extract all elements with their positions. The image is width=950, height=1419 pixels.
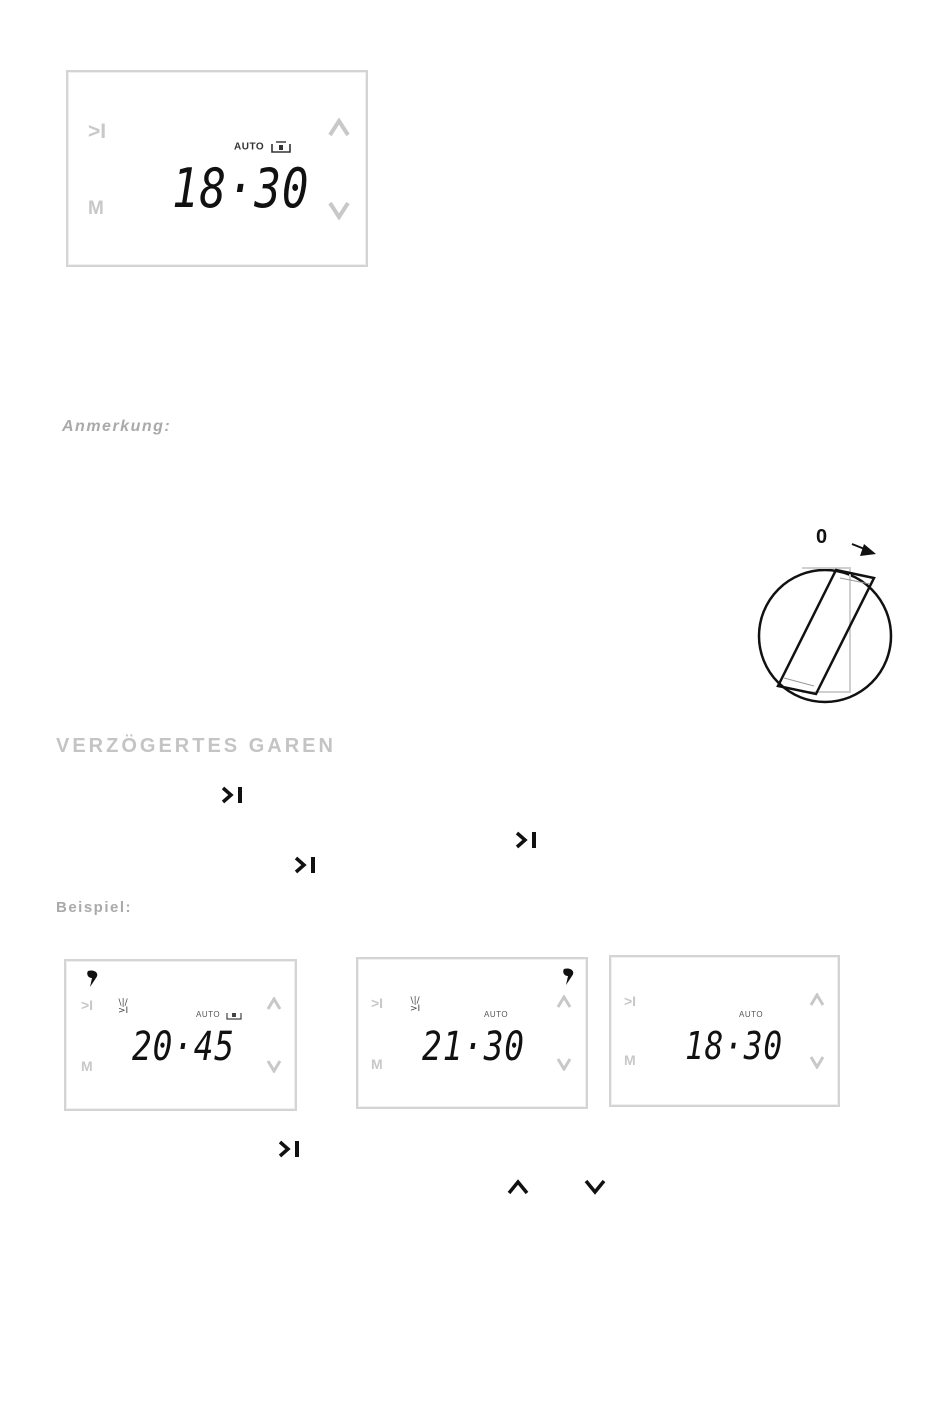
delay-indicator-bottom: >I [410,1004,421,1014]
up-arrow-button[interactable] [328,118,350,143]
rotate-arrow-icon [850,540,880,560]
section-heading: VERZÖGERTES GAREN [56,735,336,757]
knob-illustration [750,522,910,712]
time-readout: 18·30 [172,157,310,220]
skip-end-button[interactable]: >I [624,993,637,1009]
skip-end-button[interactable]: >I [88,120,107,143]
auto-indicator [484,1010,508,1019]
skip-end-icon [293,856,319,874]
up-arrow-icon [266,997,282,1011]
down-arrow-button[interactable] [809,1055,825,1074]
auto-label: AUTO [484,1010,509,1019]
down-arrow-button[interactable] [556,1057,572,1076]
finger-press-icon [84,969,100,989]
pot-icon [226,1010,242,1020]
auto-label: AUTO [196,1010,221,1020]
up-arrow-button[interactable] [809,993,825,1012]
up-arrow-button[interactable] [556,995,572,1014]
example-display-2 [356,957,588,1109]
time-readout: 21·30 [422,1024,525,1070]
skip-end-icon [514,831,540,849]
example-display-1 [64,959,297,1111]
up-arrow-icon [506,1178,530,1196]
skip-end-icon [277,1140,303,1158]
mode-button[interactable]: M [88,198,104,219]
mode-button[interactable]: M [371,1056,383,1072]
delay-indicator-bottom: >I [118,1006,129,1016]
auto-indicator [234,140,292,154]
note-label: Anmerkung: [62,418,172,435]
example-label: Beispiel: [56,899,133,916]
time-readout: 18·30 [685,1024,783,1068]
knob-zero-label: 0 [816,526,828,548]
delay-indicator [118,999,128,1015]
finger-press-icon [560,967,576,987]
mode-button[interactable]: M [624,1052,636,1068]
delay-indicator-top: \|/ [118,998,128,1008]
skip-end-icon [220,786,246,804]
down-arrow-icon [556,1057,572,1071]
skip-end-button[interactable]: >I [371,995,384,1011]
time-readout: 20·45 [132,1024,235,1070]
down-arrow-icon [809,1055,825,1069]
auto-label: AUTO [234,141,265,153]
main-display [66,70,368,267]
auto-indicator [196,1010,242,1020]
down-arrow-button[interactable] [328,200,350,225]
up-arrow-icon [556,995,572,1009]
skip-end-button[interactable]: >I [81,997,94,1013]
example-display-3 [609,955,840,1107]
down-arrow-icon [266,1059,282,1073]
up-arrow-icon [809,993,825,1007]
auto-indicator [739,1010,763,1019]
up-arrow-button[interactable] [266,997,282,1016]
down-arrow-icon [328,200,350,220]
down-arrow-icon [583,1178,607,1196]
up-arrow-icon [328,118,350,138]
auto-label: AUTO [739,1010,764,1019]
pot-icon [270,140,292,154]
mode-button[interactable]: M [81,1058,93,1074]
delay-indicator [410,997,420,1013]
delay-indicator-top: \|/ [410,996,420,1006]
knob-icon [754,560,904,710]
down-arrow-button[interactable] [266,1059,282,1078]
